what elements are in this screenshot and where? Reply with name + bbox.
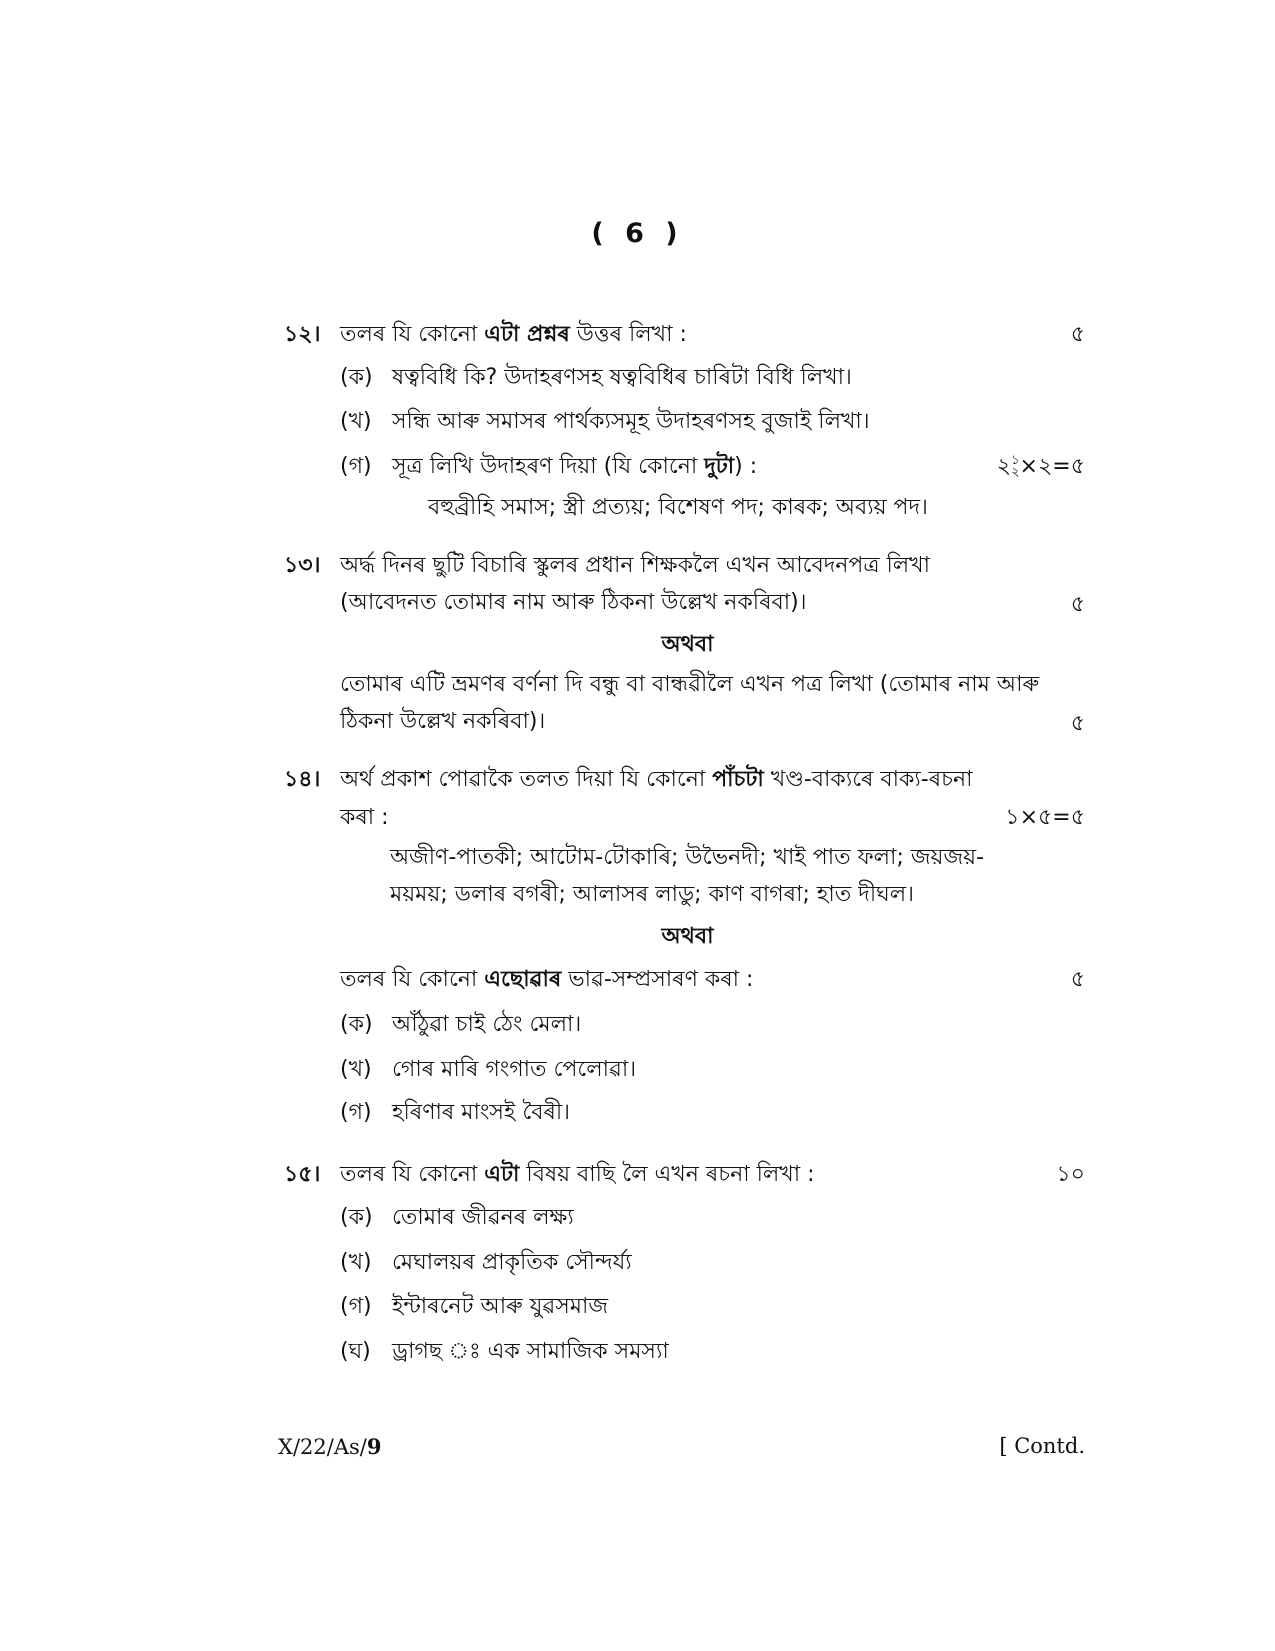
footer-code-bold: 9	[366, 1434, 382, 1459]
q13-mark2: ৫	[1070, 711, 1085, 736]
q12-c-mark-post: ×২=৫	[1019, 454, 1085, 479]
q12-option-c	[340, 452, 757, 482]
q14-number: ১৪।	[284, 767, 321, 792]
q13-or: অথবা	[661, 632, 714, 657]
footer-contd: [ Contd.	[999, 1434, 1085, 1458]
q14-line1-post: খণ্ড-বাক্যৰে বাক্য-ৰচনা	[763, 767, 973, 792]
q15-d-text: ড্ৰাগছ ঃ এক সামাজিক সমস্যা	[392, 1339, 669, 1364]
q14-c-text: হৰিণাৰ মাংসই বৈৰী।	[392, 1100, 571, 1125]
q13-line1: অৰ্দ্ধ দিনৰ ছুটি বিচাৰি স্কুলৰ প্ৰধান শিক্ষকলৈ এখন আবেদনপত্ৰ লিখা	[340, 553, 930, 578]
q12-c-list: বহুব্ৰীহি সমাস; স্ত্ৰী প্ৰত্যয়; বিশেষণ পদ; কাৰক; অব্যয় পদ।	[428, 495, 928, 520]
q15-option-a	[340, 1203, 574, 1233]
q13-mark1: ৫	[1070, 592, 1085, 617]
q14-a-text: আঁঠুৱা চাই ঠেং মেলা।	[392, 1012, 582, 1037]
q12-option-a	[340, 363, 852, 393]
q13-number: ১৩।	[284, 553, 321, 578]
q15-a-text: তোমাৰ জীৱনৰ লক্ষ্য	[392, 1205, 574, 1230]
q13-line2: (আবেদনত তোমাৰ নাম আৰু ঠিকনা উল্লেখ নকৰিবা)।	[340, 590, 807, 615]
q14-a-label: (ক)	[340, 1012, 373, 1037]
q15-instruction	[340, 1160, 815, 1190]
q12-lead: তলৰ যি কোনো	[340, 322, 485, 347]
footer-code-pre: X/22/As/	[278, 1435, 367, 1459]
q14-option-c	[340, 1098, 570, 1128]
q14-b-label: (খ)	[340, 1057, 372, 1082]
q15-number: ১৫।	[284, 1162, 321, 1187]
q15-option-d	[340, 1337, 669, 1367]
footer-code	[278, 1434, 381, 1459]
q15-d-label: (ঘ)	[340, 1339, 371, 1364]
q14-list2: ময়ময়; ডলাৰ বগৰী; আলাসৰ লাডু; কাণ বাগৰা; হাত দীঘল।	[390, 882, 914, 907]
q14-line2: কৰা :	[340, 805, 389, 830]
q14-or: অথবা	[661, 924, 714, 949]
q15-lead-pre: তলৰ যি কোনো	[340, 1162, 485, 1187]
q12-mark: ৫	[1070, 322, 1085, 347]
q12-instruction	[340, 320, 687, 350]
q14-list1: অজীণ-পাতকী; আটোম-টোকাৰি; উভৈনদী; খাই পাত ফলা; জয়জয়-	[390, 845, 985, 870]
q12-c-bold: দুটা	[704, 454, 735, 479]
q15-c-text: ইন্টাৰনেট আৰু যুৱসমাজ	[392, 1294, 609, 1319]
q14-line1	[340, 765, 973, 795]
q15-lead-bold: এটা	[484, 1162, 520, 1187]
q12-a-label: (ক)	[340, 365, 373, 390]
q14-alt-pre: তলৰ যি কোনো	[340, 967, 485, 992]
q12-a-text: ষত্ববিধি কি? উদাহৰণসহ ষত্ববিধিৰ চাৰিটা বিধি লিখা।	[392, 365, 852, 390]
q15-a-label: (ক)	[340, 1205, 373, 1230]
q15-c-label: (গ)	[340, 1294, 372, 1319]
q12-c-tail: ) :	[734, 454, 758, 479]
q14-b-text: গোৰ মাৰি গংগাত পেলোৱা।	[392, 1057, 637, 1082]
frac-numerator: ১	[1011, 453, 1020, 468]
q14-alt-instruction	[340, 965, 753, 995]
q12-c-text: সূত্ৰ লিখি উদাহৰণ দিয়া (যি কোনো	[392, 454, 705, 479]
q13-alt-line2: ঠিকনা উল্লেখ নকৰিবা)।	[340, 709, 546, 734]
q12-b-label: (খ)	[340, 409, 372, 434]
q12-c-mark-fraction	[1011, 455, 1019, 479]
q12-lead-tail: উত্তৰ লিখা :	[569, 322, 687, 347]
q14-option-b	[340, 1055, 636, 1085]
q14-mark2: ৫	[1070, 967, 1085, 992]
q12-lead-bold: এটা প্ৰশ্নৰ	[484, 322, 570, 347]
q15-b-label: (খ)	[340, 1250, 372, 1275]
q14-alt-bold: এছোৱাৰ	[484, 967, 562, 992]
page-number: ( 6 )	[591, 218, 684, 249]
q12-b-text: সন্ধি আৰু সমাসৰ পাৰ্থক্যসমূহ উদাহৰণসহ বুজাই লিখা।	[392, 409, 870, 434]
q12-c-mark	[997, 452, 1085, 482]
q12-c-mark-whole: ২	[996, 454, 1012, 479]
q12-c-label: (গ)	[340, 454, 372, 479]
q14-alt-post: ভাৱ-সম্প্ৰসাৰণ কৰা :	[561, 967, 754, 992]
q13-alt-line1: তোমাৰ এটি ভ্ৰমণৰ বৰ্ণনা দি বন্ধু বা বান্ধৱীলৈ এখন পত্ৰ লিখা (তোমাৰ নাম আৰু	[340, 672, 1040, 697]
frac-denominator: ২	[1011, 465, 1020, 480]
q12-number: ১২।	[284, 322, 321, 347]
q15-b-text: মেঘালয়ৰ প্ৰাকৃতিক সৌন্দৰ্য্য	[392, 1250, 632, 1275]
q14-c-label: (গ)	[340, 1100, 372, 1125]
q14-option-a	[340, 1010, 581, 1040]
q15-option-c	[340, 1292, 608, 1322]
q14-line1-pre: অৰ্থ প্ৰকাশ পোৱাকৈ তলত দিয়া যি কোনো	[340, 767, 713, 792]
q14-mark1: ১×৫=৫	[1005, 805, 1085, 830]
q15-lead-post: বিষয় বাছি লৈ এখন ৰচনা লিখা :	[519, 1162, 815, 1187]
q15-option-b	[340, 1248, 632, 1278]
q12-option-b	[340, 407, 870, 437]
q15-mark: ১০	[1056, 1162, 1085, 1187]
q14-line1-bold: পাঁচটা	[712, 767, 764, 792]
